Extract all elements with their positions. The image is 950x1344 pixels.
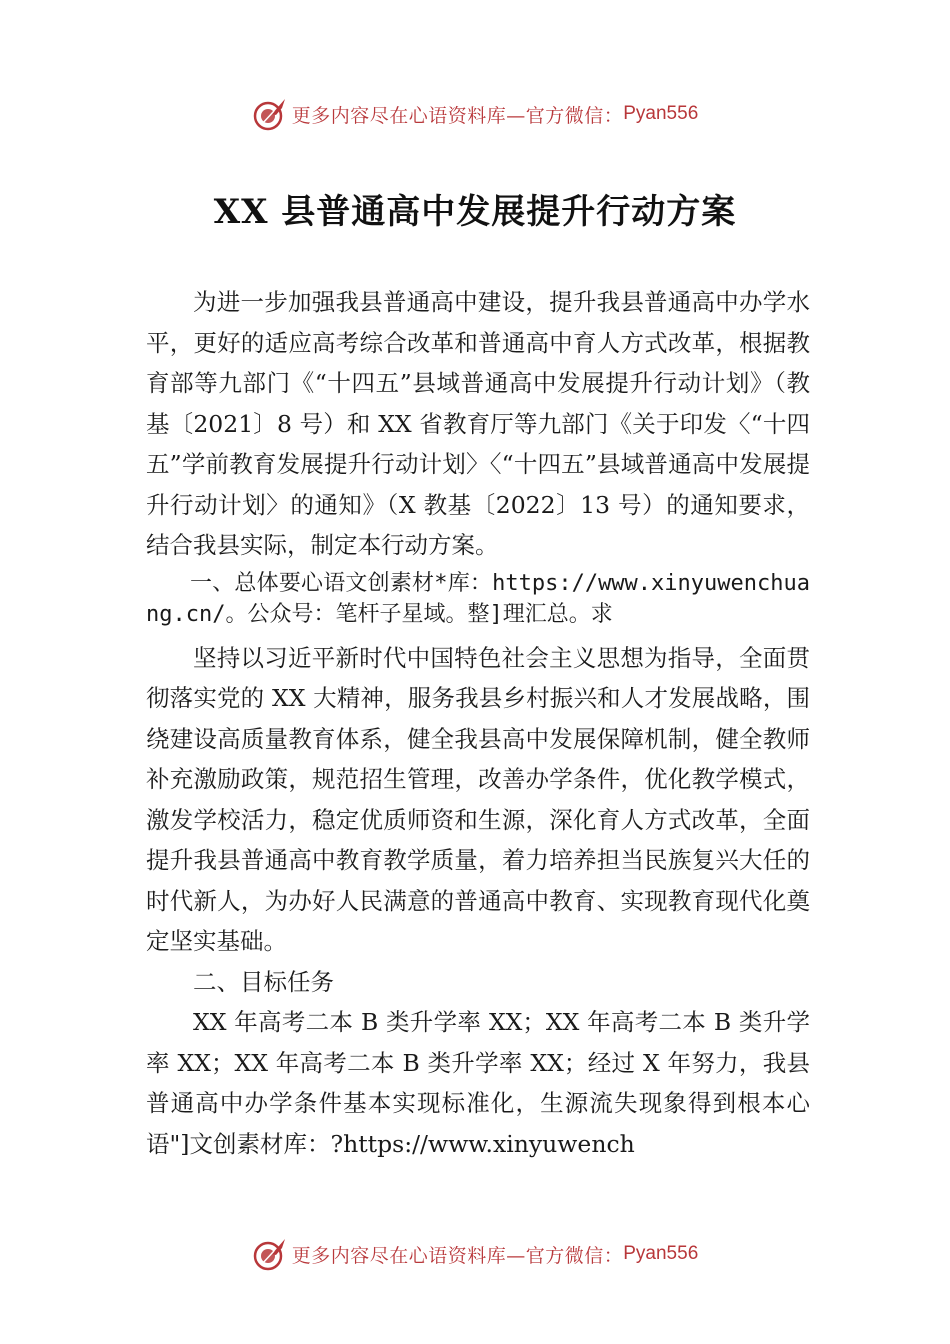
paragraph-intro: 为进一步加强我县普通高中建设，提升我县普通高中办学水平，更好的适应高考综合改革和普通高中育人方式改革，根据教育部等九部门《“十四五”县域普通高中发展提升行动计划》（教基〔2021〕8 号）和 XX 省教育厅等九部门《关于印发〈“十四五”学前教育发展提升行动计划〉〈“十四五”县域普通高中发展提升行动计划〉的通知》（X 教基〔2022〕13 号）的通知要求，结合我县实际，制定本行动方案。	[146, 288, 810, 559]
quill-seal-icon	[252, 1236, 288, 1272]
document-title: XX 县普通高中发展提升行动方案	[213, 192, 737, 232]
quill-seal-icon	[252, 96, 288, 132]
section-heading-goals: 二、目标任务	[193, 967, 334, 996]
paragraph-guideline: 坚持以习近平新时代中国特色社会主义思想为指导，全面贯彻落实党的 XX 大精神，服务我县乡村振兴和人才发展战略，围绕建设高质量教育体系，健全我县高中发展保障机制，健全教师补充激励政策，规范招生管理，改善办学条件，优化教学模式，激发学校活力，稳定优质师资和生源，深化育人方式改革，全面提升我县普通高中教育教学质量，着力培养担当民族复兴大任的时代新人，为办好人民满意的普通高中教育、实现教育现代化奠定坚实基础。	[146, 643, 810, 955]
banner-text: 更多内容尽在心语资料库—官方微信：	[291, 104, 624, 127]
banner-text: 更多内容尽在心语资料库—官方微信：	[291, 1244, 624, 1267]
wechat-id: Pyan556	[623, 103, 699, 124]
footer-banner	[0, 1234, 950, 1274]
document-body	[146, 282, 810, 1164]
wechat-id: Pyan556	[623, 1243, 699, 1264]
section-heading-overall: 一、总体要心语文创素材*库：https://www.xinyuwenchuang.cn/。公众号：笔杆子星域。整]理汇总。求	[146, 570, 810, 627]
paragraph-goals: XX 年高考二本 B 类升学率 XX；XX 年高考二本 B 类升学率 XX；XX 年高考二本 B 类升学率 XX；经过 X 年努力，我县普通高中办学条件基本实现标准化，生源流失现象得到根本心语"]文创素材库：?https://www.xinyuwench	[146, 1008, 810, 1158]
header-banner	[0, 94, 950, 134]
